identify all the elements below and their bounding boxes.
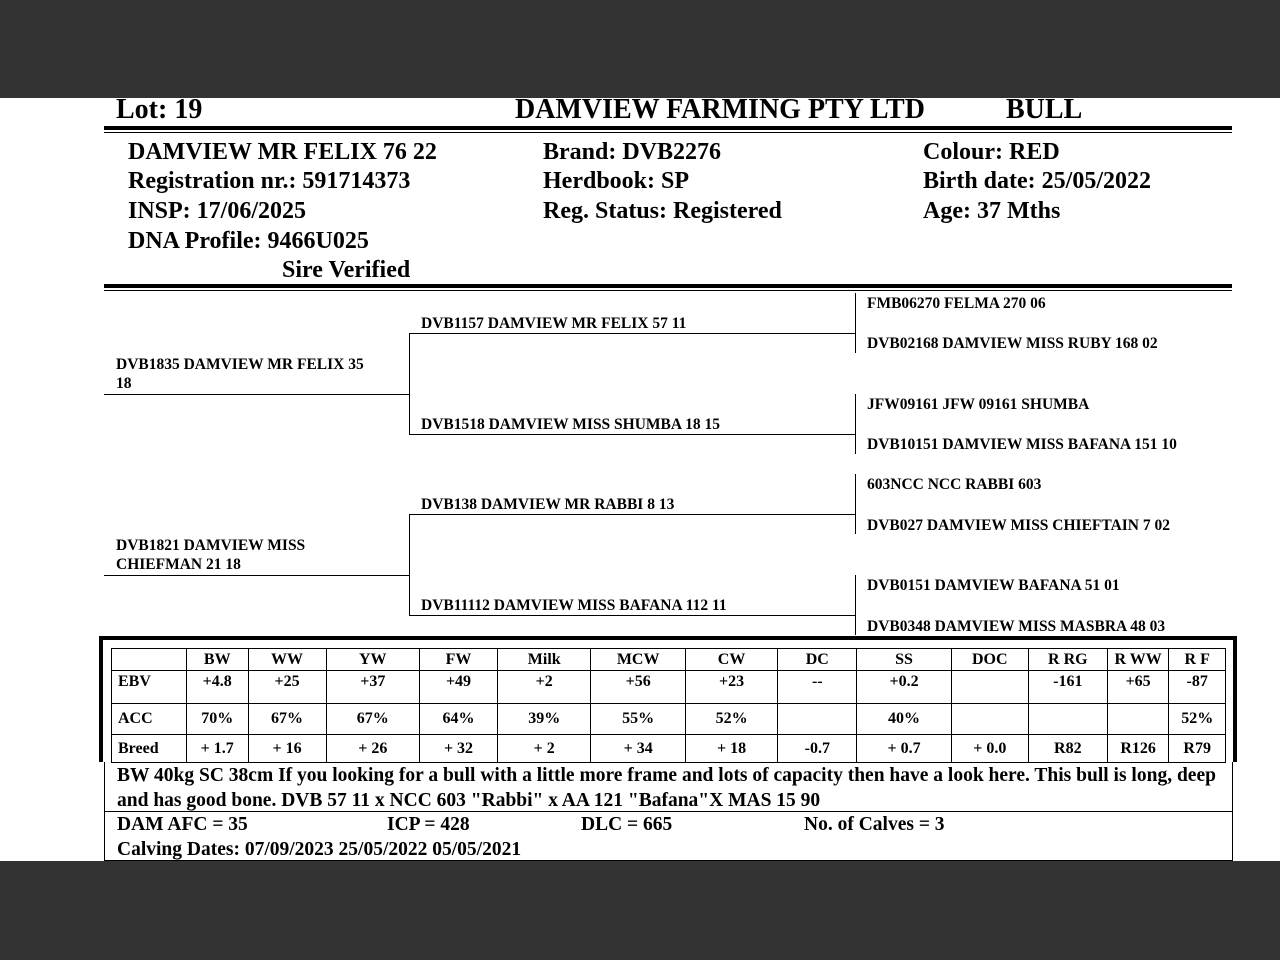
- gg-bracket-1: [855, 293, 856, 353]
- dam-bracket: [409, 514, 410, 616]
- ebv-table: [111, 648, 1226, 763]
- pedigree-dam-dam: DVB11112 DAMVIEW MISS BAFANA 112 11: [421, 597, 727, 614]
- comments-box: BW 40kg SC 38cm If you looking for a bull with a little more frame and lots of capacity then have a look here. This bull is long, deep and has good bone. DVB 57 11 x NCC 603 "Rabbi" x AA 121 "Bafana"X MAS 15 90: [104, 762, 1233, 812]
- info-rule-thick: [104, 284, 1232, 288]
- pedigree-gg-2: DVB02168 DAMVIEW MISS RUBY 168 02: [867, 335, 1158, 352]
- pedigree-gg-7: DVB0151 DAMVIEW BAFANA 51 01: [867, 577, 1120, 594]
- acc-cell: 67%: [248, 704, 326, 735]
- ebv-cell: -161: [1028, 671, 1107, 704]
- dam-sire-line: [409, 514, 855, 515]
- breed-cell: + 16: [248, 735, 326, 763]
- pedigree-dam-sire: DVB138 DAMVIEW MR RABBI 8 13: [421, 496, 675, 513]
- gg-bracket-3: [855, 474, 856, 534]
- colour: Colour: RED: [923, 139, 1060, 165]
- acc-cell: [778, 704, 857, 735]
- age: Age: 37 Mths: [923, 198, 1061, 224]
- ebv-col-header: YW: [326, 649, 419, 671]
- sire-line: [104, 394, 409, 395]
- breed-row-label: Breed: [112, 735, 187, 763]
- breed-cell: -0.7: [778, 735, 857, 763]
- ebv-col-header: MCW: [591, 649, 685, 671]
- ebv-col-header: SS: [857, 649, 951, 671]
- gg-bracket-4: [855, 575, 856, 635]
- dam-calves: No. of Calves = 3: [804, 814, 945, 835]
- sex-label: BULL: [1006, 94, 1083, 125]
- breed-cell: + 0.0: [951, 735, 1028, 763]
- gg-bracket-2: [855, 394, 856, 454]
- animal-name: DAMVIEW MR FELIX 76 22: [128, 139, 437, 165]
- pedigree-gg-8: DVB0348 DAMVIEW MISS MASBRA 48 03: [867, 618, 1166, 635]
- header-rule-thick: [104, 126, 1232, 130]
- acc-cell: 52%: [1169, 704, 1226, 735]
- pedigree-sire: DVB1835 DAMVIEW MR FELIX 35 18: [116, 356, 364, 392]
- dam-dlc: DLC = 665: [581, 814, 673, 835]
- pedigree-dam: DVB1821 DAMVIEW MISS CHIEFMAN 21 18: [116, 537, 306, 573]
- inspection-date: INSP: 17/06/2025: [128, 198, 307, 224]
- acc-row-label: ACC: [112, 704, 187, 735]
- ebv-col-header: [112, 649, 187, 671]
- ebv-col-header: DOC: [951, 649, 1028, 671]
- ebv-col-header: R WW: [1107, 649, 1169, 671]
- acc-cell: 40%: [857, 704, 951, 735]
- breeder-name: DAMVIEW FARMING PTY LTD: [515, 94, 925, 125]
- dam-line: [104, 575, 409, 576]
- acc-cell: [1028, 704, 1107, 735]
- pedigree-gg-3: JFW09161 JFW 09161 SHUMBA: [867, 396, 1090, 413]
- dna-profile: DNA Profile: 9466U025: [128, 228, 369, 254]
- ebv-cell: [951, 671, 1028, 704]
- sire-dam-line: [409, 434, 855, 435]
- ebv-col-header: R F: [1169, 649, 1226, 671]
- ebv-header-row: [112, 649, 1226, 671]
- breed-cell: + 0.7: [857, 735, 951, 763]
- breed-cell: + 18: [685, 735, 777, 763]
- ebv-col-header: FW: [419, 649, 497, 671]
- catalogue-sheet: [0, 94, 1280, 861]
- registration-status: Reg. Status: Registered: [543, 198, 782, 224]
- herdbook: Herdbook: SP: [543, 168, 690, 194]
- ebv-cell: +37: [326, 671, 419, 704]
- ebv-cell: -87: [1169, 671, 1226, 704]
- ebv-col-header: CW: [685, 649, 777, 671]
- dam-afc: DAM AFC = 35: [117, 814, 248, 835]
- acc-cell: 70%: [186, 704, 248, 735]
- acc-cell: 39%: [498, 704, 591, 735]
- ebv-cell: +2: [498, 671, 591, 704]
- breed-cell: + 34: [591, 735, 685, 763]
- acc-cell: [1107, 704, 1169, 735]
- info-rule-thin: [104, 290, 1232, 291]
- dam-dam-line: [409, 615, 855, 616]
- ebv-cell: +23: [685, 671, 777, 704]
- breed-cell: R82: [1028, 735, 1107, 763]
- calving-dates: Calving Dates: 07/09/2023 25/05/2022 05/05/2021: [117, 839, 522, 860]
- ebv-col-header: R RG: [1028, 649, 1107, 671]
- pedigree-gg-1: FMB06270 FELMA 270 06: [867, 295, 1046, 312]
- pedigree-gg-4: DVB10151 DAMVIEW MISS BAFANA 151 10: [867, 436, 1177, 453]
- breed-row: [112, 735, 1226, 763]
- acc-cell: 67%: [326, 704, 419, 735]
- breed-cell: + 32: [419, 735, 497, 763]
- breed-cell: + 26: [326, 735, 419, 763]
- sire-bracket: [409, 333, 410, 435]
- dam-icp: ICP = 428: [387, 814, 470, 835]
- ebv-col-header: DC: [778, 649, 857, 671]
- breed-cell: + 2: [498, 735, 591, 763]
- ebv-col-header: WW: [248, 649, 326, 671]
- ebv-cell: --: [778, 671, 857, 704]
- acc-cell: 55%: [591, 704, 685, 735]
- sire-verified: Sire Verified: [282, 257, 411, 283]
- acc-cell: 52%: [685, 704, 777, 735]
- breed-cell: R126: [1107, 735, 1169, 763]
- pedigree-gg-5: 603NCC NCC RABBI 603: [867, 476, 1042, 493]
- ebv-row: [112, 671, 1226, 704]
- acc-cell: [951, 704, 1028, 735]
- breed-cell: + 1.7: [186, 735, 248, 763]
- ebv-cell: +0.2: [857, 671, 951, 704]
- pedigree-gg-6: DVB027 DAMVIEW MISS CHIEFTAIN 7 02: [867, 517, 1170, 534]
- acc-row: [112, 704, 1226, 735]
- acc-cell: 64%: [419, 704, 497, 735]
- dam-info-box: [104, 811, 1233, 861]
- ebv-col-header: BW: [186, 649, 248, 671]
- birth-date: Birth date: 25/05/2022: [923, 168, 1151, 194]
- ebv-col-header: Milk: [498, 649, 591, 671]
- brand: Brand: DVB2276: [543, 139, 722, 165]
- pedigree-sire-sire: DVB1157 DAMVIEW MR FELIX 57 11: [421, 315, 687, 332]
- sire-sire-line: [409, 333, 855, 334]
- pedigree-sire-dam: DVB1518 DAMVIEW MISS SHUMBA 18 15: [421, 416, 720, 433]
- ebv-cell: +49: [419, 671, 497, 704]
- ebv-cell: +4.8: [186, 671, 248, 704]
- lot-number: Lot: 19: [116, 94, 203, 125]
- ebv-cell: +56: [591, 671, 685, 704]
- breed-cell: R79: [1169, 735, 1226, 763]
- ebv-table-frame: [99, 636, 1237, 762]
- header-rule-thin: [104, 132, 1232, 133]
- registration-number: Registration nr.: 591714373: [128, 168, 411, 194]
- ebv-row-label: EBV: [112, 671, 187, 704]
- ebv-cell: +65: [1107, 671, 1169, 704]
- ebv-cell: +25: [248, 671, 326, 704]
